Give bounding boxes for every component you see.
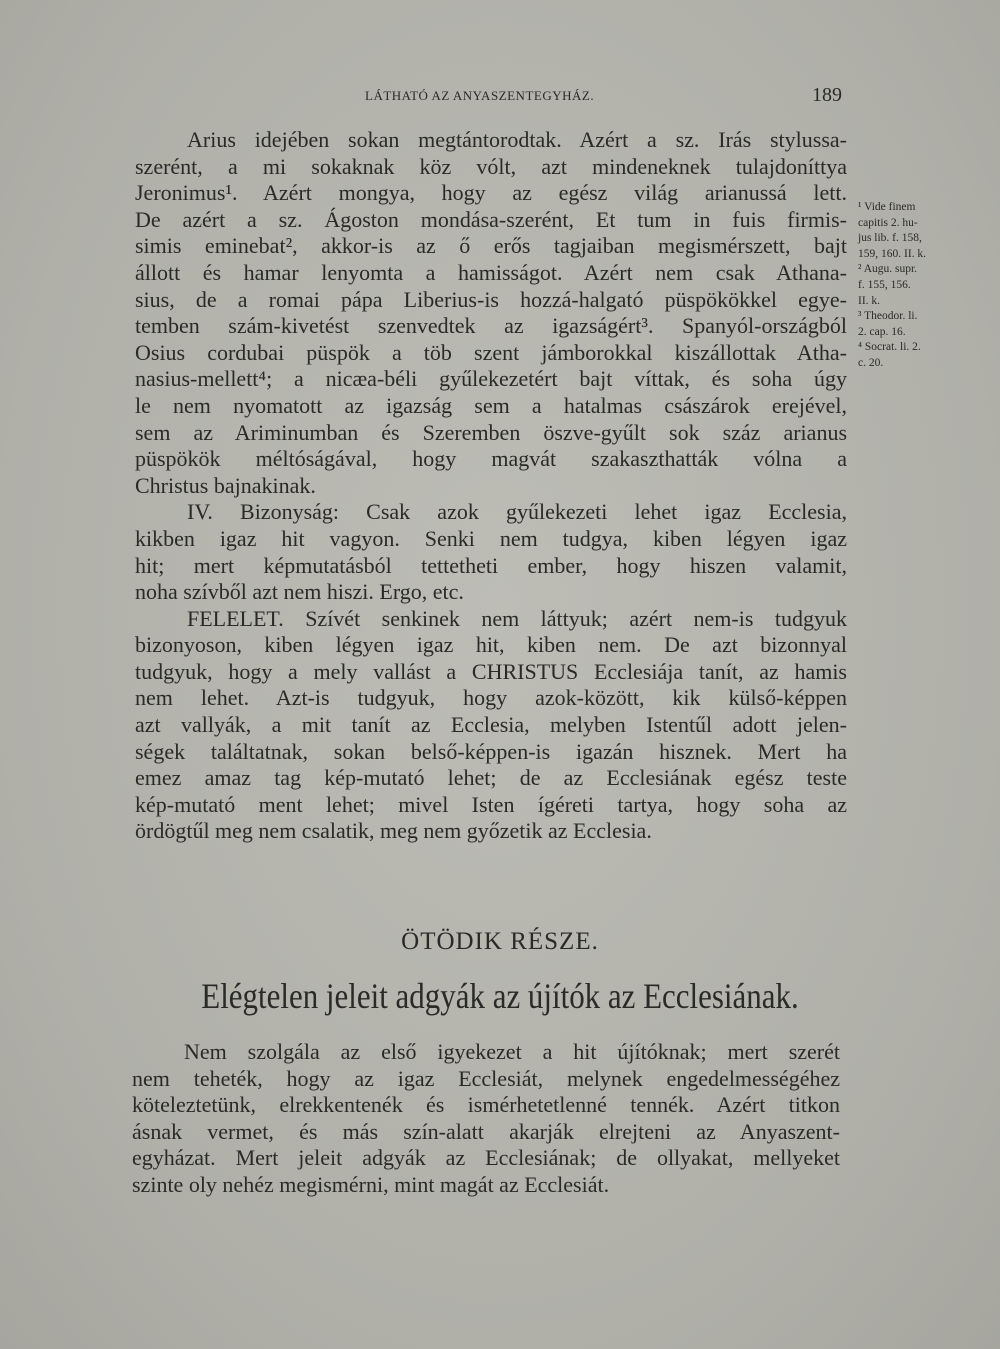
text-line: Christus bajnakinak. [135,472,316,498]
text-line: szerént, a mi sokaknak köz vólt, azt mindeneknek tulajdoníttya [135,153,847,179]
text-line: Jeronimus¹. Azért mongya, hogy az egész világ arianussá lett. [135,180,847,206]
text-line: temben szám-kivetést szenvedtek az igazságért³. Spanyól-országból [135,313,847,339]
text-line: püspökök méltóságával, hogy magvát szakaszthatták vólna a [135,446,847,472]
body-text [135,127,847,845]
text-line: IV. Bizonyság: Csak azok gyűlekezeti lehet igaz Ecclesia, [187,499,847,525]
margin-note-line: 2. cap. 16. [858,325,906,338]
text-line: tudgyuk, hogy a mely vallást a CHRISTUS Ecclesiája tanít, az hamis [135,658,847,684]
text-line: ségek találtatnak, sokan belső-képpen-is igazán hisznek. Mert ha [135,738,847,764]
text-line: Nem szolgála az első igyekezet a hit újítóknak; mert szerét [184,1039,840,1064]
margin-note-line: ⁴ Socrat. li. 2. [858,341,921,354]
text-line: nem teheték, hogy az igaz Ecclesiát, melynek engedelmességéhez [132,1065,840,1091]
text-line: bizonyoson, kiben légyen igaz hit, kiben nem. De azt bizonnyal [135,632,847,658]
text-line: De azért a sz. Ágoston mondása-szerént, Et tum in fuis firmis- [135,206,847,232]
text-line: azt vallyák, a mit tanít az Ecclesia, melyben Istentűl adott jelen- [135,712,847,738]
text-line: sem az Ariminumban és Szeremben öszve-gyűlt sok száz arianus [135,419,847,445]
text-line: noha szívből azt nem hiszi. Ergo, etc. [135,579,464,605]
text-line: ásnak vermet, és más szín-alatt akarják elrejteni az Anyaszent- [132,1118,840,1144]
text-line: kikben igaz hit vagyon. Senki nem tudgya, kiben légyen igaz [135,525,847,551]
text-line: egyházat. Mert jeleit adgyák az Ecclesiának; de ollyakat, mellyeket [132,1145,840,1170]
margin-note-line: capitis 2. hu- [858,216,918,229]
text-line: hit; mert képmutatásból tettetheti ember, hogy hiszen valamit, [135,552,847,578]
page-number: 189 [812,84,842,106]
margin-note-line: 159, 160. II. k. [858,247,927,260]
margin-note-line: f. 155, 156. [858,278,911,291]
margin-note-line: II. k. [858,294,881,307]
chapter-body [132,1039,840,1198]
text-line: le nem nyomatott az igazság sem a hatalmas császárok erejével, [135,392,847,418]
text-line: nem lehet. Azt-is tudgyuk, hogy azok-között, kik külső-képpen [135,685,847,711]
text-line: kép-mutató ment lehet; mivel Isten ígéreti tartya, hogy soha az [135,791,847,817]
margin-note-line: ³ Theodor. li. [858,310,918,323]
margin-note-line: ² Augu. supr. [858,263,918,276]
running-header: LÁTHATÓ AZ ANYASZENTEGYHÁZ. [365,88,595,103]
text-line: Osius cordubai püspök a töb szent jámborokkal kiszállottak Atha- [135,339,847,365]
text-line: köteleztetünk, elrekkentenék és ismérhetetlenné tennék. Azért titkon [132,1092,840,1117]
text-line: állott és hamar lenyomta a hamisságot. Azért nem csak Athana- [135,259,847,285]
chapter-title: Elégtelen jeleit adgyák az újítók az Ecclesiának. [201,976,799,1016]
text-line: FELELET. Szívét senkinek nem láttyuk; azért nem-is tudgyuk [187,605,847,631]
text-line: emez amaz tag kép-mutató lehet; de az Ecclesiának egész teste [135,765,847,791]
margin-note-line: jus lib. f. 158, [858,232,922,245]
text-line: Arius idejében sokan megtántorodtak. Azért a sz. Irás stylussa- [187,127,847,152]
text-line: ördögtűl meg nem csalatik, meg nem győzetik az Ecclesia. [135,818,652,844]
text-line: nasius-mellett⁴; a nicæa-béli gyűlekezetért bajt víttak, és soha úgy [135,366,847,392]
section-title: ÖTÖDIK RÉSZE. [401,928,599,955]
text-line: simis eminebat², akkor-is az ő erős tagjaiban megismérszett, bajt [135,233,847,259]
text-line: sius, de a romai pápa Liberius-is hozzá-halgató püspökökkel egye- [135,286,847,312]
margin-notes [858,200,950,372]
margin-note-line: ¹ Vide finem [858,201,916,213]
text-line: szinte oly nehéz megismérni, mint magát az Ecclesiát. [132,1171,610,1197]
margin-note-line: c. 20. [858,356,884,369]
